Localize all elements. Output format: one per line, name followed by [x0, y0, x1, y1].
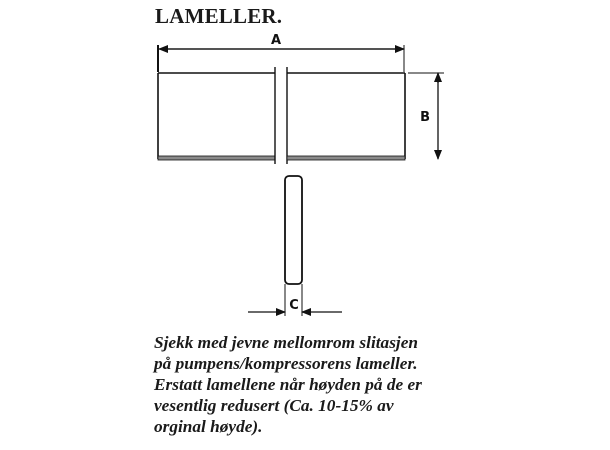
caption-line: orginal høyde).: [154, 417, 263, 436]
caption-line: vesentlig redusert (Ca. 10-15% av: [154, 396, 394, 415]
label-a: A: [270, 33, 282, 48]
dimension-b: [408, 73, 444, 159]
label-c: C: [289, 298, 299, 313]
caption-line: Sjekk med jevne mellomrom slitasjen: [154, 333, 419, 352]
caption-line: Erstatt lamellene når høyden på de er: [154, 375, 422, 394]
page-title: LAMELLER.: [155, 4, 283, 28]
vane-end-view: [285, 176, 302, 284]
dimension-a: [158, 33, 404, 72]
dimension-c: [248, 284, 342, 316]
vane-side-view: [158, 67, 405, 164]
instruction-text: [154, 332, 494, 437]
label-b: B: [420, 110, 430, 125]
caption-line: på pumpens/kompressorens lameller.: [154, 354, 418, 373]
